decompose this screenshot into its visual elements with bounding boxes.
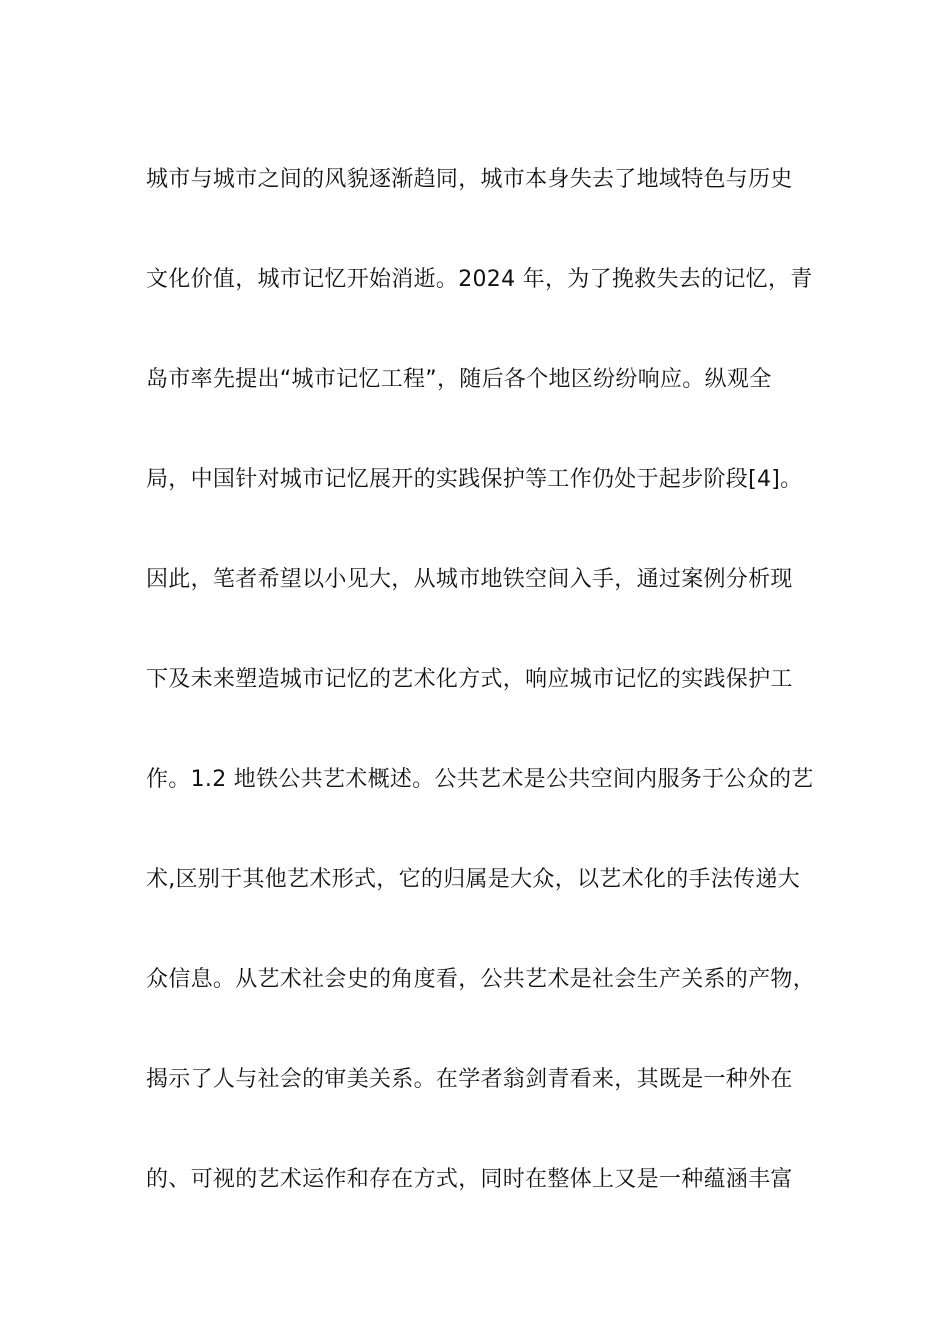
text-line: 下及未来塑造城市记忆的艺术化方式，响应城市记忆的实践保护工 bbox=[146, 667, 793, 692]
text-line: 揭示了人与社会的审美关系。在学者翁剑青看来，其既是一种外在 bbox=[146, 1067, 793, 1092]
text-line: 局，中国针对城市记忆展开的实践保护等工作仍处于起步阶段[4]。 bbox=[146, 467, 803, 492]
text-line: 众信息。从艺术社会史的角度看，公共艺术是社会生产关系的产物， bbox=[146, 967, 816, 992]
text-line: 文化价值，城市记忆开始消逝。2024 年，为了挽救失去的记忆，青 bbox=[146, 267, 813, 292]
text-line: 因此，笔者希望以小见大，从城市地铁空间入手，通过案例分析现 bbox=[146, 567, 793, 592]
text-line: 作。1.2 地铁公共艺术概述。公共艺术是公共空间内服务于公众的艺 bbox=[146, 767, 814, 792]
text-line: 城市与城市之间的风貌逐渐趋同，城市本身失去了地域特色与历史 bbox=[146, 167, 793, 192]
text-line: 的、可视的艺术运作和存在方式，同时在整体上又是一种蕴涵丰富 bbox=[146, 1167, 793, 1192]
text-line: 术,区别于其他艺术形式，它的归属是大众，以艺术化的手法传递大 bbox=[146, 867, 800, 892]
text-line: 岛市率先提出“城市记忆工程”，随后各个地区纷纷响应。纵观全 bbox=[146, 367, 772, 392]
body-paragraph bbox=[146, 130, 826, 1230]
